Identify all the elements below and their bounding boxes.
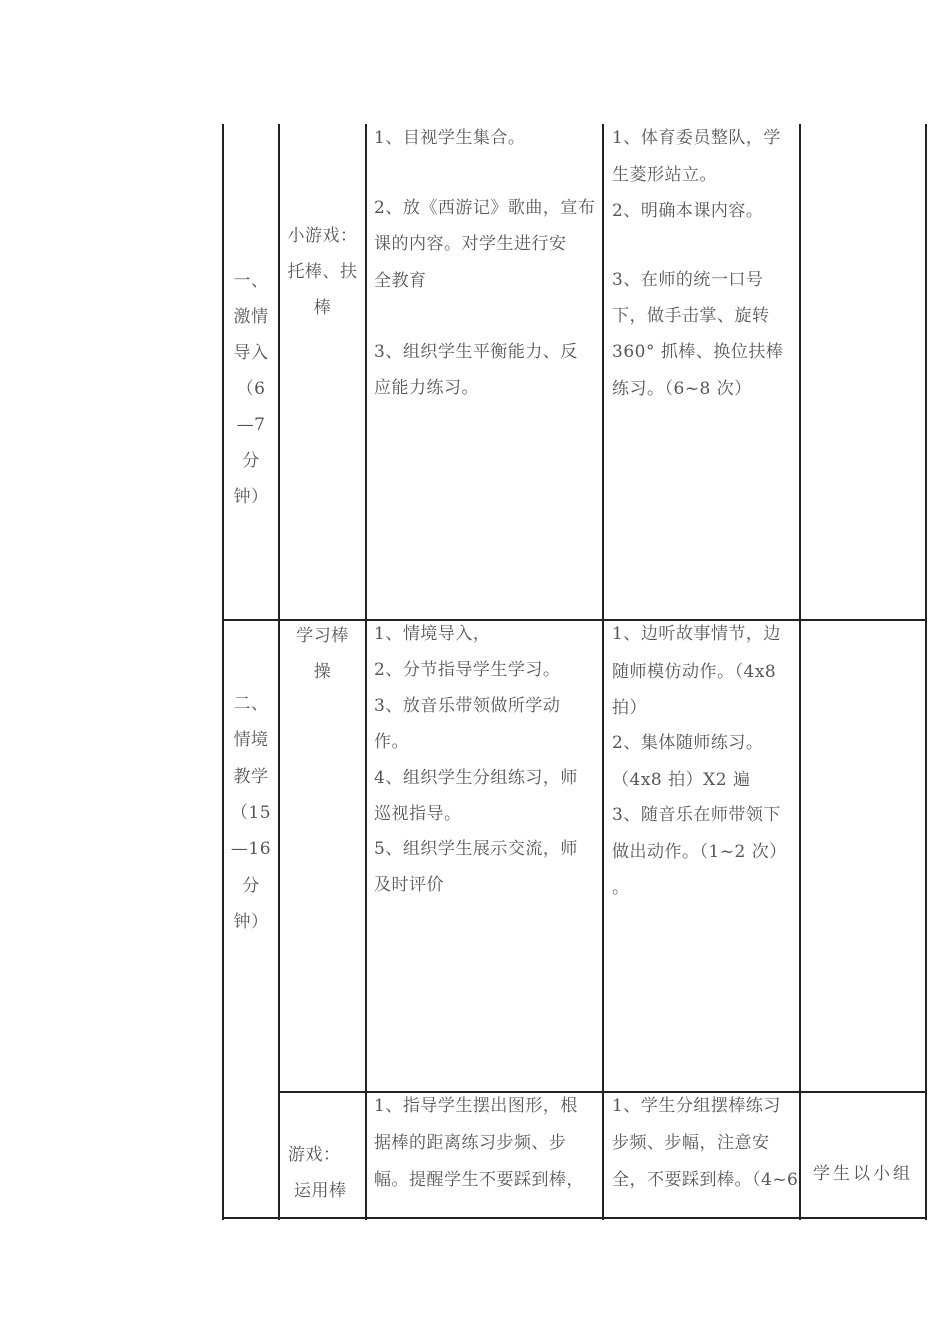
note-text: 学生以小组: [813, 1164, 913, 1184]
stage-text-line: 二、: [233, 694, 269, 714]
student-text-line: 2、明确本课内容。: [612, 201, 764, 221]
teacher-text-line: 课的内容。对学生进行安: [374, 234, 567, 254]
teacher-text-line: 1、情境导入，: [374, 624, 491, 644]
teacher-text-line: 幅。提醒学生不要踩到棒，: [374, 1170, 584, 1190]
student-text-line: 。: [612, 878, 630, 898]
teacher-text-line: 全教育: [374, 271, 427, 291]
teacher-text-line: 2、分节指导学生学习。: [374, 660, 561, 680]
stage-text-line: 分: [242, 876, 260, 896]
teacher-text-line: 3、组织学生平衡能力、反: [374, 342, 578, 362]
teacher-text-line: 1、目视学生集合。: [374, 128, 526, 148]
stage-text-line: 情境: [233, 730, 269, 750]
teacher-text-line: 应能力练习。: [374, 378, 479, 398]
student-text-line: 全，不要踩到棒。（4~6: [612, 1170, 799, 1190]
student-text-line: 1、学生分组摆棒练习: [612, 1096, 781, 1116]
col-divider-2: [365, 124, 367, 1220]
student-text-line: （4x8 拍）X2 遍: [612, 770, 751, 790]
teacher-text-line: 4、组织学生分组练习，师: [374, 768, 578, 788]
stage-text-line: 激情: [233, 307, 269, 327]
teacher-text-line: 2、放《西游记》歌曲，宣布: [374, 198, 596, 218]
col-divider-3: [602, 124, 604, 1220]
student-text-line: 生菱形站立。: [612, 165, 717, 185]
table-right-border: [925, 124, 927, 1220]
stage-text-line: 钟）: [233, 912, 269, 932]
student-text-line: 随师模仿动作。（4x8: [612, 662, 777, 682]
student-text-line: 练习。（6~8 次）: [612, 379, 752, 399]
stage-text-line: —16: [230, 839, 272, 859]
stage-text-line: （15: [230, 803, 272, 823]
content-text-line: 托棒、扶: [287, 262, 358, 282]
content-text-line: 棒: [313, 298, 332, 318]
student-text-line: 3、在师的统一口号: [612, 270, 764, 290]
content-text-line: 运用棒: [294, 1181, 347, 1201]
content-text-line: 小游戏：: [287, 226, 358, 246]
content-text-line: 游戏：: [288, 1145, 341, 1165]
teacher-text-line: 5、组织学生展示交流，师: [374, 839, 578, 859]
student-text-line: 拍）: [612, 698, 647, 718]
teacher-text-line: 巡视指导。: [374, 804, 462, 824]
stage-text-line: 导入: [233, 343, 269, 363]
student-text-line: 1、体育委员整队，学: [612, 128, 781, 148]
stage-text-line: （6: [236, 379, 266, 399]
student-text-line: 2、集体随师练习。: [612, 733, 764, 753]
student-text-line: 1、边听故事情节，边: [612, 624, 781, 644]
student-text-line: 360° 抓棒、换位扶棒: [612, 342, 784, 362]
student-text-line: 3、随音乐在师带领下: [612, 805, 781, 825]
table-bottom-border: [222, 1217, 927, 1219]
stage-text-line: 分: [242, 451, 260, 471]
teacher-text-line: 1、指导学生摆出图形，根: [374, 1096, 578, 1116]
stage-text-line: 钟）: [233, 487, 269, 507]
stage-text-line: —7: [236, 415, 266, 435]
student-text-line: 步频、步幅，注意安: [612, 1133, 770, 1153]
stage-text-line: 一、: [233, 271, 269, 291]
student-text-line: 下，做手击掌、旋转: [612, 306, 770, 326]
content-text-line: 操: [313, 662, 332, 682]
teacher-text-line: 及时评价: [374, 875, 444, 895]
content-text-line: 学习棒: [296, 626, 349, 646]
student-text-line: 做出动作。（1~2 次）: [612, 842, 787, 862]
stage-text-line: 教学: [233, 767, 269, 787]
teacher-text-line: 据棒的距离练习步频、步: [374, 1133, 567, 1153]
teacher-text-line: 作。: [374, 732, 409, 752]
teacher-text-line: 3、放音乐带领做所学动: [374, 696, 561, 716]
col-divider-4: [799, 124, 801, 1220]
